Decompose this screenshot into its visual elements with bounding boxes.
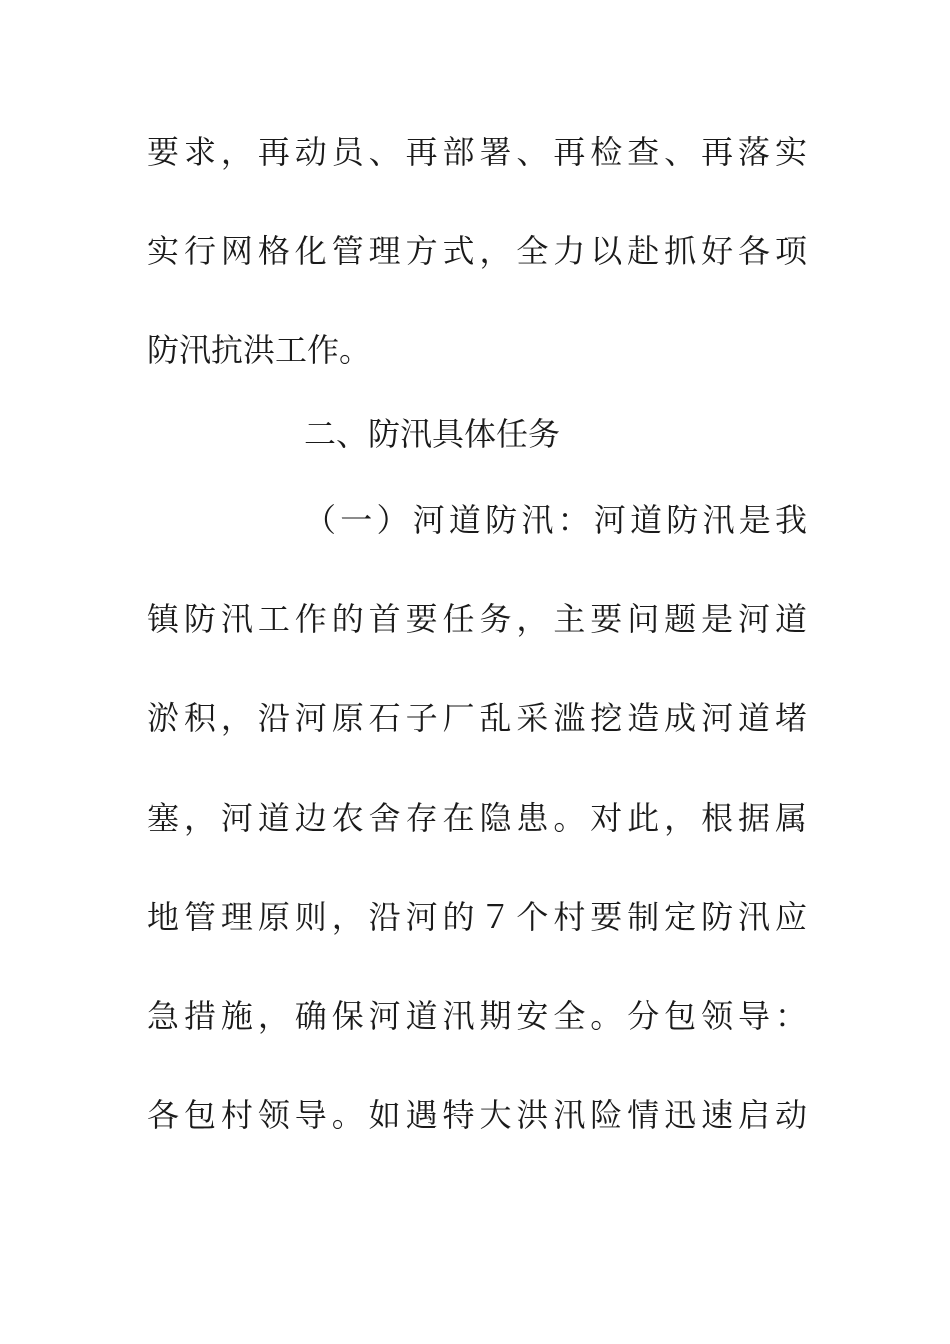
text-line-indented: （一）河道防汛：河道防汛是我 [304, 501, 807, 539]
text-line: 要求，再动员、再部署、再检查、再落实 [147, 133, 807, 171]
text-line: 塞，河道边农舍存在隐患。对此，根据属 [147, 799, 807, 837]
text-line: 急措施，确保河道汛期安全。分包领导： [147, 997, 807, 1035]
section-heading: 二、防汛具体任务 [304, 415, 561, 453]
text-line: 各包村领导。如遇特大洪汛险情迅速启动 [147, 1096, 807, 1134]
text-line: 地管理原则，沿河的７个村要制定防汛应 [147, 898, 807, 936]
text-line: 镇防汛工作的首要任务，主要问题是河道 [147, 600, 807, 638]
text-line: 防汛抗洪工作。 [147, 331, 372, 369]
text-line: 淤积，沿河原石子厂乱采滥挖造成河道堵 [147, 699, 807, 737]
text-line: 实行网格化管理方式，全力以赴抓好各项 [147, 232, 807, 270]
